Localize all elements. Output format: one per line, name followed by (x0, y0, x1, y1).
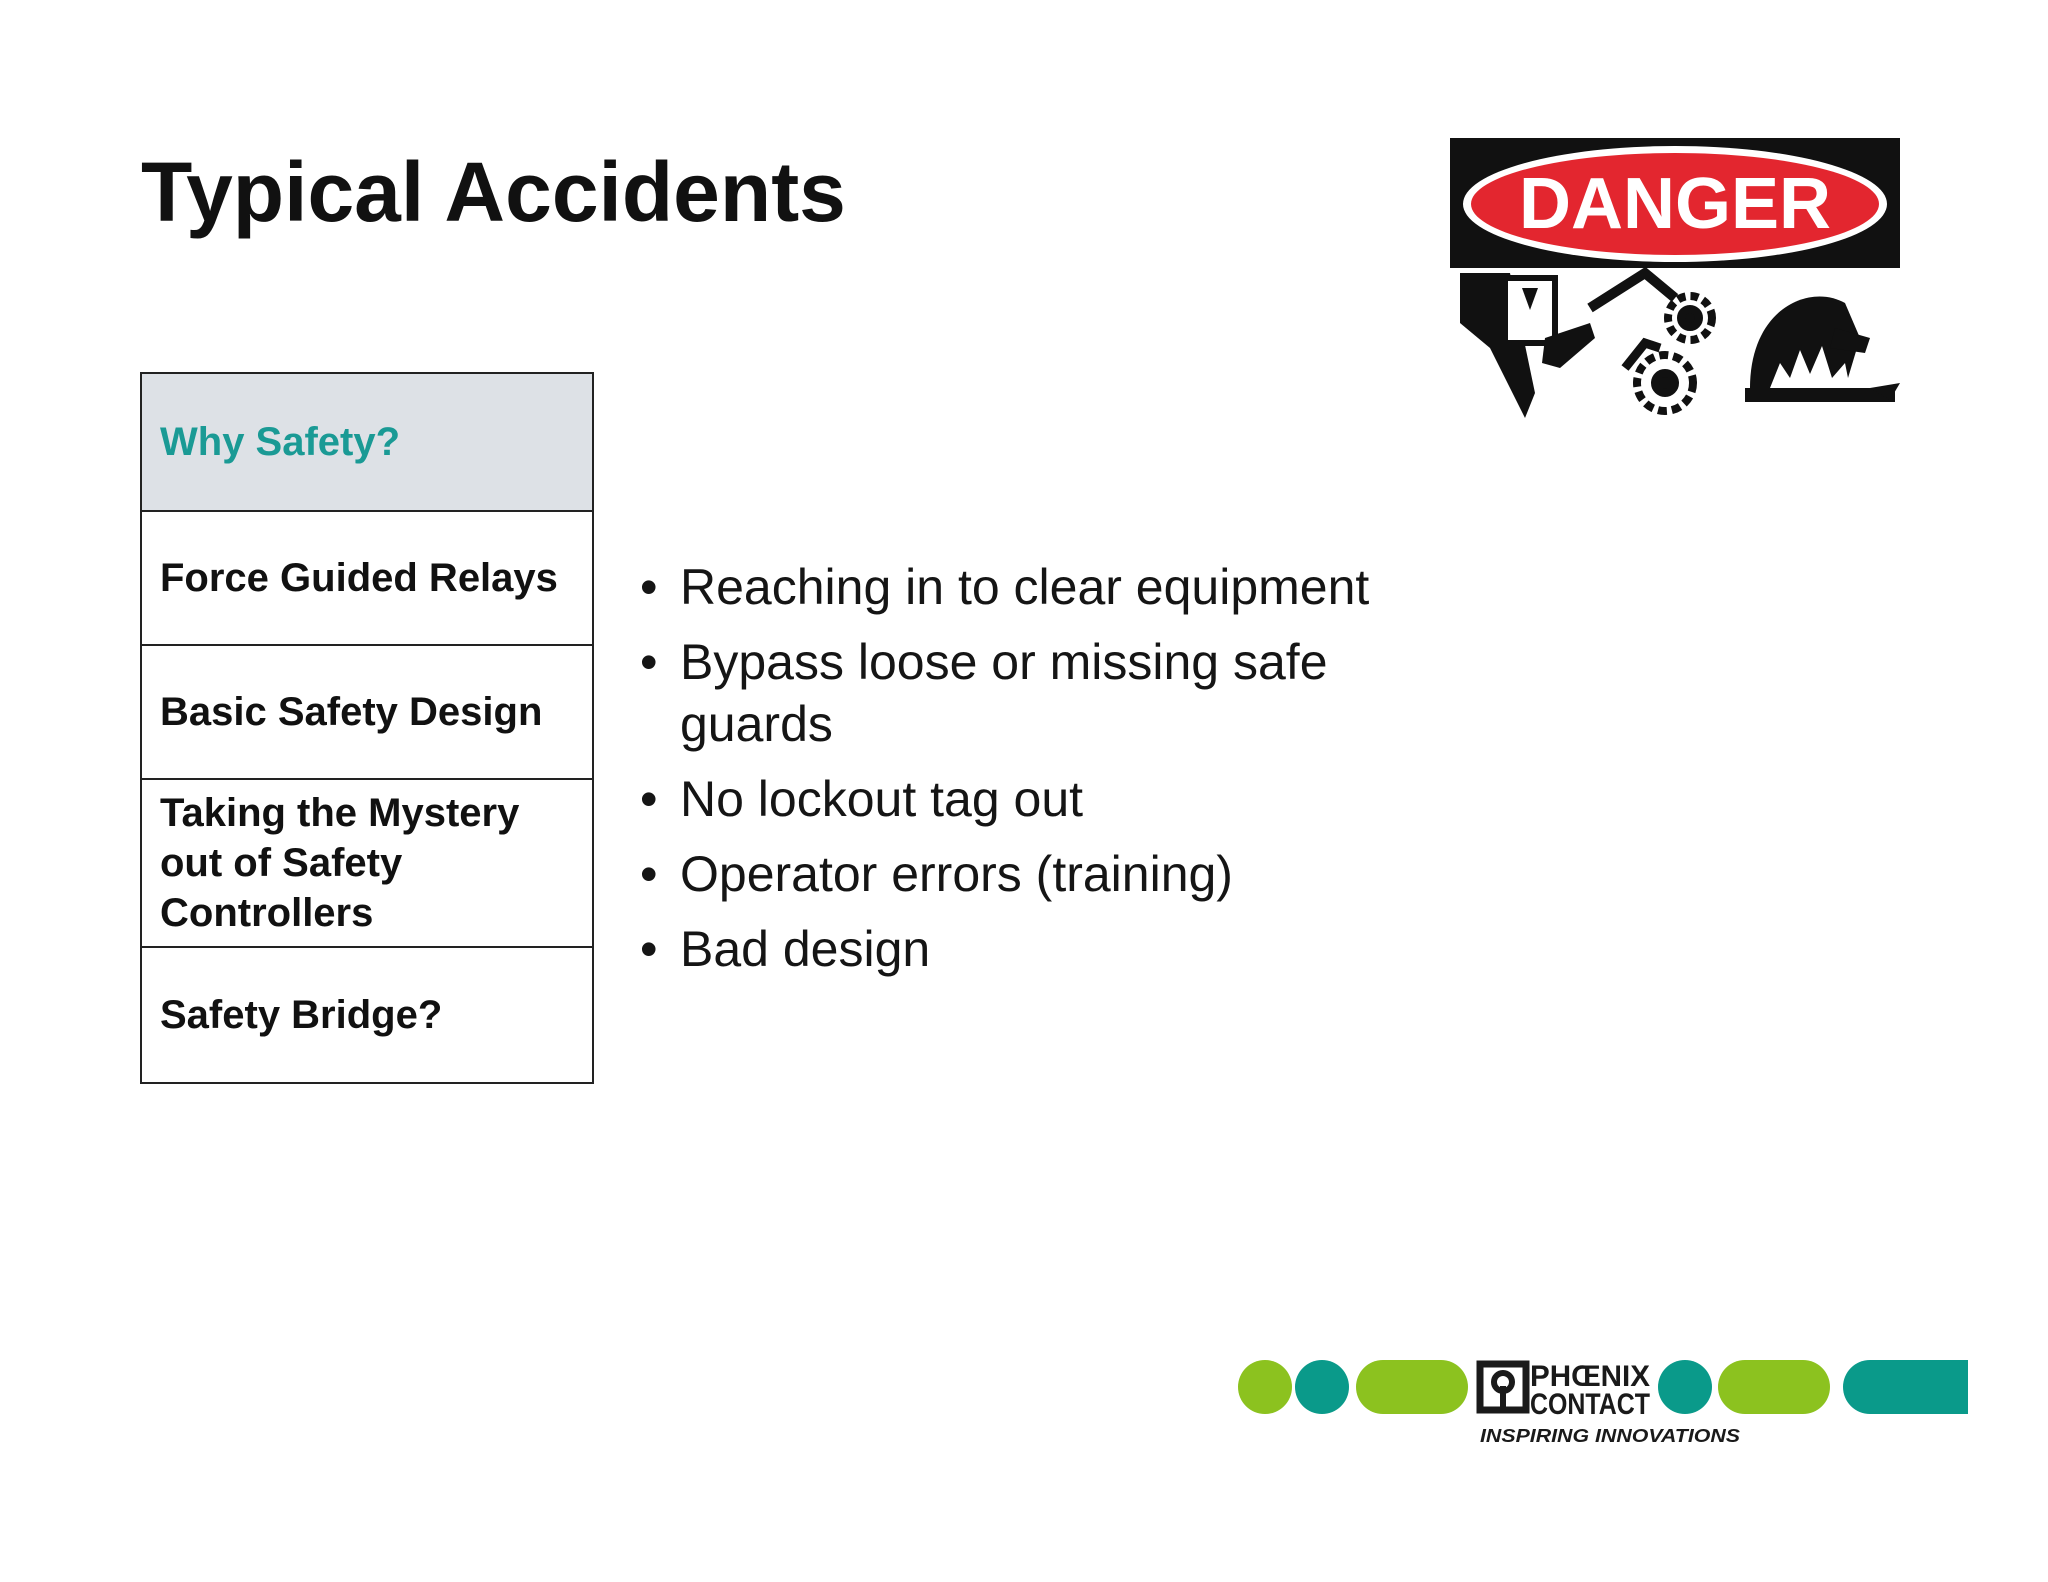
logo-tagline: INSPIRING INNOVATIONS (1480, 1426, 1740, 1446)
logo-pill (1356, 1360, 1468, 1414)
logo-dot (1238, 1360, 1292, 1414)
logo-dot (1658, 1360, 1712, 1414)
nav-item-force-guided-relays[interactable] (142, 512, 592, 646)
nav-item-safety-controllers[interactable] (142, 780, 592, 948)
bullet-glyph: • (640, 559, 658, 615)
bullet-item (640, 843, 1460, 905)
bullet-text: No lockout tag out (680, 771, 1084, 827)
nav-item-label: Force Guided Relays (160, 556, 558, 600)
slide-title: Typical Accidents (141, 145, 846, 239)
nav-item-basic-safety-design[interactable] (142, 646, 592, 780)
section-nav (140, 372, 594, 1084)
bullet-item (640, 918, 1460, 980)
danger-warning-icon (1450, 138, 1900, 428)
phoenix-mark-icon (1480, 1364, 1526, 1410)
bullet-text: Bad design (680, 921, 931, 977)
bullet-text: Reaching in to clear equipment (680, 559, 1370, 615)
nav-item-label: Taking the Mystery out of Safety Controllers (160, 791, 520, 935)
nav-item-label: Safety Bridge? (160, 993, 443, 1037)
logo-pill (1718, 1360, 1830, 1414)
bullet-glyph: • (640, 846, 658, 902)
logo-dot (1295, 1360, 1349, 1414)
nav-item-label: Basic Safety Design (160, 690, 543, 734)
bullet-text: Bypass loose or missing safe guards (680, 634, 1328, 752)
bullet-item (640, 556, 1460, 618)
company-logo (1238, 1360, 1968, 1460)
logo-brand-line1: PHŒNIX (1530, 1360, 1650, 1393)
logo-brand-line2: CONTACT (1530, 1388, 1650, 1421)
gear-entanglement-icon (1590, 273, 1712, 411)
bullet-item (640, 768, 1460, 830)
danger-text: DANGER (1518, 164, 1832, 244)
bullet-text: Operator errors (training) (680, 846, 1233, 902)
bullet-item (640, 631, 1460, 755)
nav-item-label: Why Safety? (160, 420, 401, 464)
nav-item-safety-bridge[interactable] (142, 948, 592, 1082)
bullet-glyph: • (640, 921, 658, 977)
bullet-glyph: • (640, 771, 658, 827)
crush-hazard-icon (1460, 273, 1595, 418)
bullet-list (640, 556, 1460, 993)
logo-tail (1843, 1360, 1968, 1414)
blade-hazard-icon (1745, 296, 1900, 402)
bullet-glyph: • (640, 634, 658, 690)
nav-item-why-safety[interactable] (142, 374, 592, 512)
